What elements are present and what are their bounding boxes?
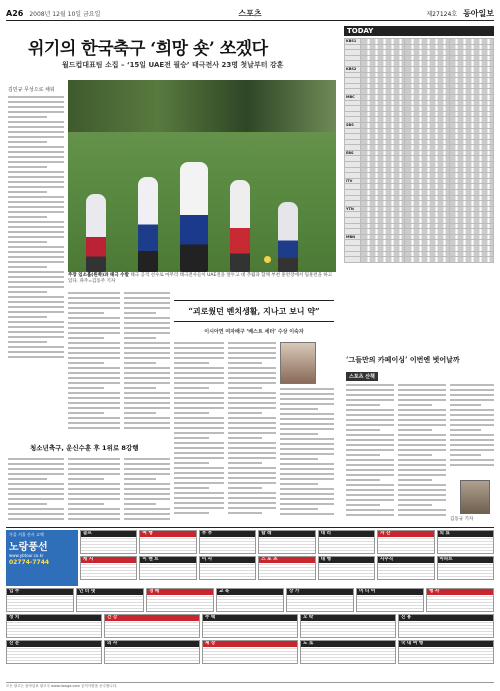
brief-headline: 청소년축구, 운신수훈 후 1위로 8강행 [30,444,139,452]
main-byline: 김민규 무성으로 채워 [8,87,55,93]
ad-cell[interactable] [377,556,434,580]
tv-channel-label: YTN [345,206,361,212]
page-footer: 모든 광고는 동아일보 광고국 www.donga.com 공지사항을 준수합니다. [6,682,494,688]
ad-category-label: 교 육 [217,589,283,595]
ad-cell[interactable] [199,556,256,580]
ad-category-label: 아파트 [438,557,493,563]
ad-cell[interactable] [286,588,354,612]
tv-channel-label: MBC [345,94,361,100]
header-rule [6,20,494,21]
ad-category-label: 의 사 [105,641,199,647]
ad-category-label: 의 료 [438,531,493,537]
feature-text-2 [228,342,276,522]
tv-channel-label: MBN [345,234,361,240]
feature-text-3 [280,388,334,522]
ad-cell[interactable] [356,588,424,612]
feature-portrait [280,342,316,384]
ad-cell[interactable] [139,556,196,580]
ad-category-label: 사무직 [378,557,433,563]
column-author-photo [460,480,490,514]
ad-category-label: 오 락 [301,615,395,621]
ad-cell[interactable] [216,588,284,612]
tv-row [345,257,494,263]
tv-channel-label: EBS [345,150,361,156]
ad-row [6,588,494,612]
ad-category-label: 골프 [81,531,136,537]
main-photo [68,80,336,272]
ad-category-label: 인 터 넷 [77,589,143,595]
ad-cell[interactable] [300,614,396,638]
ad-cell[interactable] [258,556,315,580]
page-number: A26 [6,8,24,18]
ad-cell[interactable] [6,588,74,612]
ad-category-label: 이 사 [200,557,255,563]
ad-category-label: 상 가 [287,589,353,595]
ad-grid [80,530,494,582]
ad-category-label: 부 부 [200,531,255,537]
text-block [8,96,64,358]
ad-cell[interactable] [437,530,494,554]
ad-cell[interactable] [318,556,375,580]
column-title: ‘그들만의 카페이싱’ 이번엔 벗어날까 [346,355,460,364]
ad-category-label: 대 리 [319,531,374,537]
photo-caption-title: 주장 임소흘(왼쪽)과 태극 수발 [68,273,129,278]
ad-category-label: 자 산 [378,531,433,537]
ad-bottom-grid [6,588,494,666]
ad-tag: 가을 겨울 산사 고액 [9,532,44,537]
brief-text-3 [124,458,170,522]
ad-row [80,530,494,554]
tv-program-cell [361,257,405,263]
photo-caption [68,273,336,285]
ad-category-label: 주 택 [203,615,297,621]
column-text-1 [346,384,394,522]
ad-url: www.ybtour.co.kr [9,553,44,558]
ad-phone: 02774-7744 [9,559,50,566]
ad-category-label: 행 사 [427,589,493,595]
column-author-name: 김동규 기자 [450,517,474,522]
photo-credit: 파주=김동주 기자 [79,279,116,284]
ad-noranpungseon[interactable] [6,530,78,586]
ad-cell[interactable] [300,640,396,664]
ad-cell[interactable] [377,530,434,554]
feature-subtitle: 이시아연 여자배구 ‘베스트 세터’ 수상 이숙자 [204,329,304,335]
ad-cell[interactable] [258,530,315,554]
ad-category-label: 신 용 [399,615,493,621]
issue-date: 2008년 12월 10일 금요일 [29,10,101,18]
ad-cell[interactable] [139,530,196,554]
ad-brand: 노랑풍선 [9,542,48,553]
ad-cell[interactable] [6,614,102,638]
ad-cell[interactable] [202,614,298,638]
ad-row [80,556,494,580]
section-name: 스포츠 [238,8,262,18]
ad-category-label: 이 벤 트 [140,557,195,563]
ad-category-label: 입 주 [7,589,73,595]
ad-cell[interactable] [104,614,200,638]
ad-category-label: 스 포 츠 [259,557,314,563]
ad-category-label: 도 로 [301,641,395,647]
brief-text-2 [68,458,120,522]
lead-text-column [8,86,64,358]
ad-category-label: 캐 시 [81,557,136,563]
edition-number: 제27124호 [426,10,458,18]
classified-ads [6,527,494,685]
ad-cell[interactable] [146,588,214,612]
tv-program-cell [405,257,449,263]
page-header [6,6,494,20]
ad-row [6,614,494,638]
tv-channel-label [345,257,361,263]
brief-text-1 [8,458,64,522]
ad-category-label: 미 디 어 [357,589,423,595]
ad-cell[interactable] [76,588,144,612]
ad-cell[interactable] [202,640,298,664]
main-headline: 위기의 한국축구 ‘희망 숏’ 쏘겠다 [28,39,268,59]
column-text-2 [398,384,446,522]
ad-row [6,640,494,664]
ad-category-label: 신 문 [7,641,101,647]
paper-name: 동아일보 [463,7,494,18]
tv-guide-logo: TODAY [344,26,494,36]
ad-category-label: 탑 레 [259,531,314,537]
feature-quote: “괴로웠던 벤치생활, 지나고 보니 약” [174,300,334,322]
photo-caption-text: 태극 공격 선수로 마무리 태극전사들이 UAE전을 앞두고 대 추월과 함께 부천 훈련장에서 팀훈련을 하고 있다. [68,273,333,284]
ad-cell[interactable] [437,556,494,580]
tv-program-cell [449,257,493,263]
body-column-2 [124,292,170,434]
ad-category-label: 경 매 [147,589,213,595]
tv-schedule-table [344,38,494,263]
tv-channel-label: SBS [345,122,361,128]
ad-category-label: 성 치 [7,615,101,621]
tv-channel-label: iTV [345,178,361,184]
ad-cell[interactable] [199,530,256,554]
ad-cell[interactable] [398,614,494,638]
column-text-3 [450,384,494,474]
body-column-1 [68,292,120,434]
ad-cell[interactable] [80,530,137,554]
feature-text-1 [174,342,224,522]
tv-guide [344,26,494,263]
ad-cell[interactable] [398,640,494,664]
ad-category-label: 여 행 [140,531,195,537]
ad-category-label: 제 상 [203,641,297,647]
tv-channel-label: KBS2 [345,66,361,72]
ad-cell[interactable] [6,640,102,664]
main-subhead: 월드컵대표팀 소집 – ‘15일 UAE전 필승’ 태극전사 23명 첫날부터 강훈 [62,61,284,69]
ad-cell[interactable] [426,588,494,612]
ad-category-label: 국 내 여 행 [399,641,493,647]
tv-channel-label: KBS1 [345,39,361,45]
ad-cell[interactable] [318,530,375,554]
ad-category-label: 건 강 [105,615,199,621]
ad-cell[interactable] [80,556,137,580]
ball [264,256,271,263]
ad-cell[interactable] [104,640,200,664]
column-tag: 스포츠 산책 [346,372,378,381]
ad-category-label: 대 행 [319,557,374,563]
